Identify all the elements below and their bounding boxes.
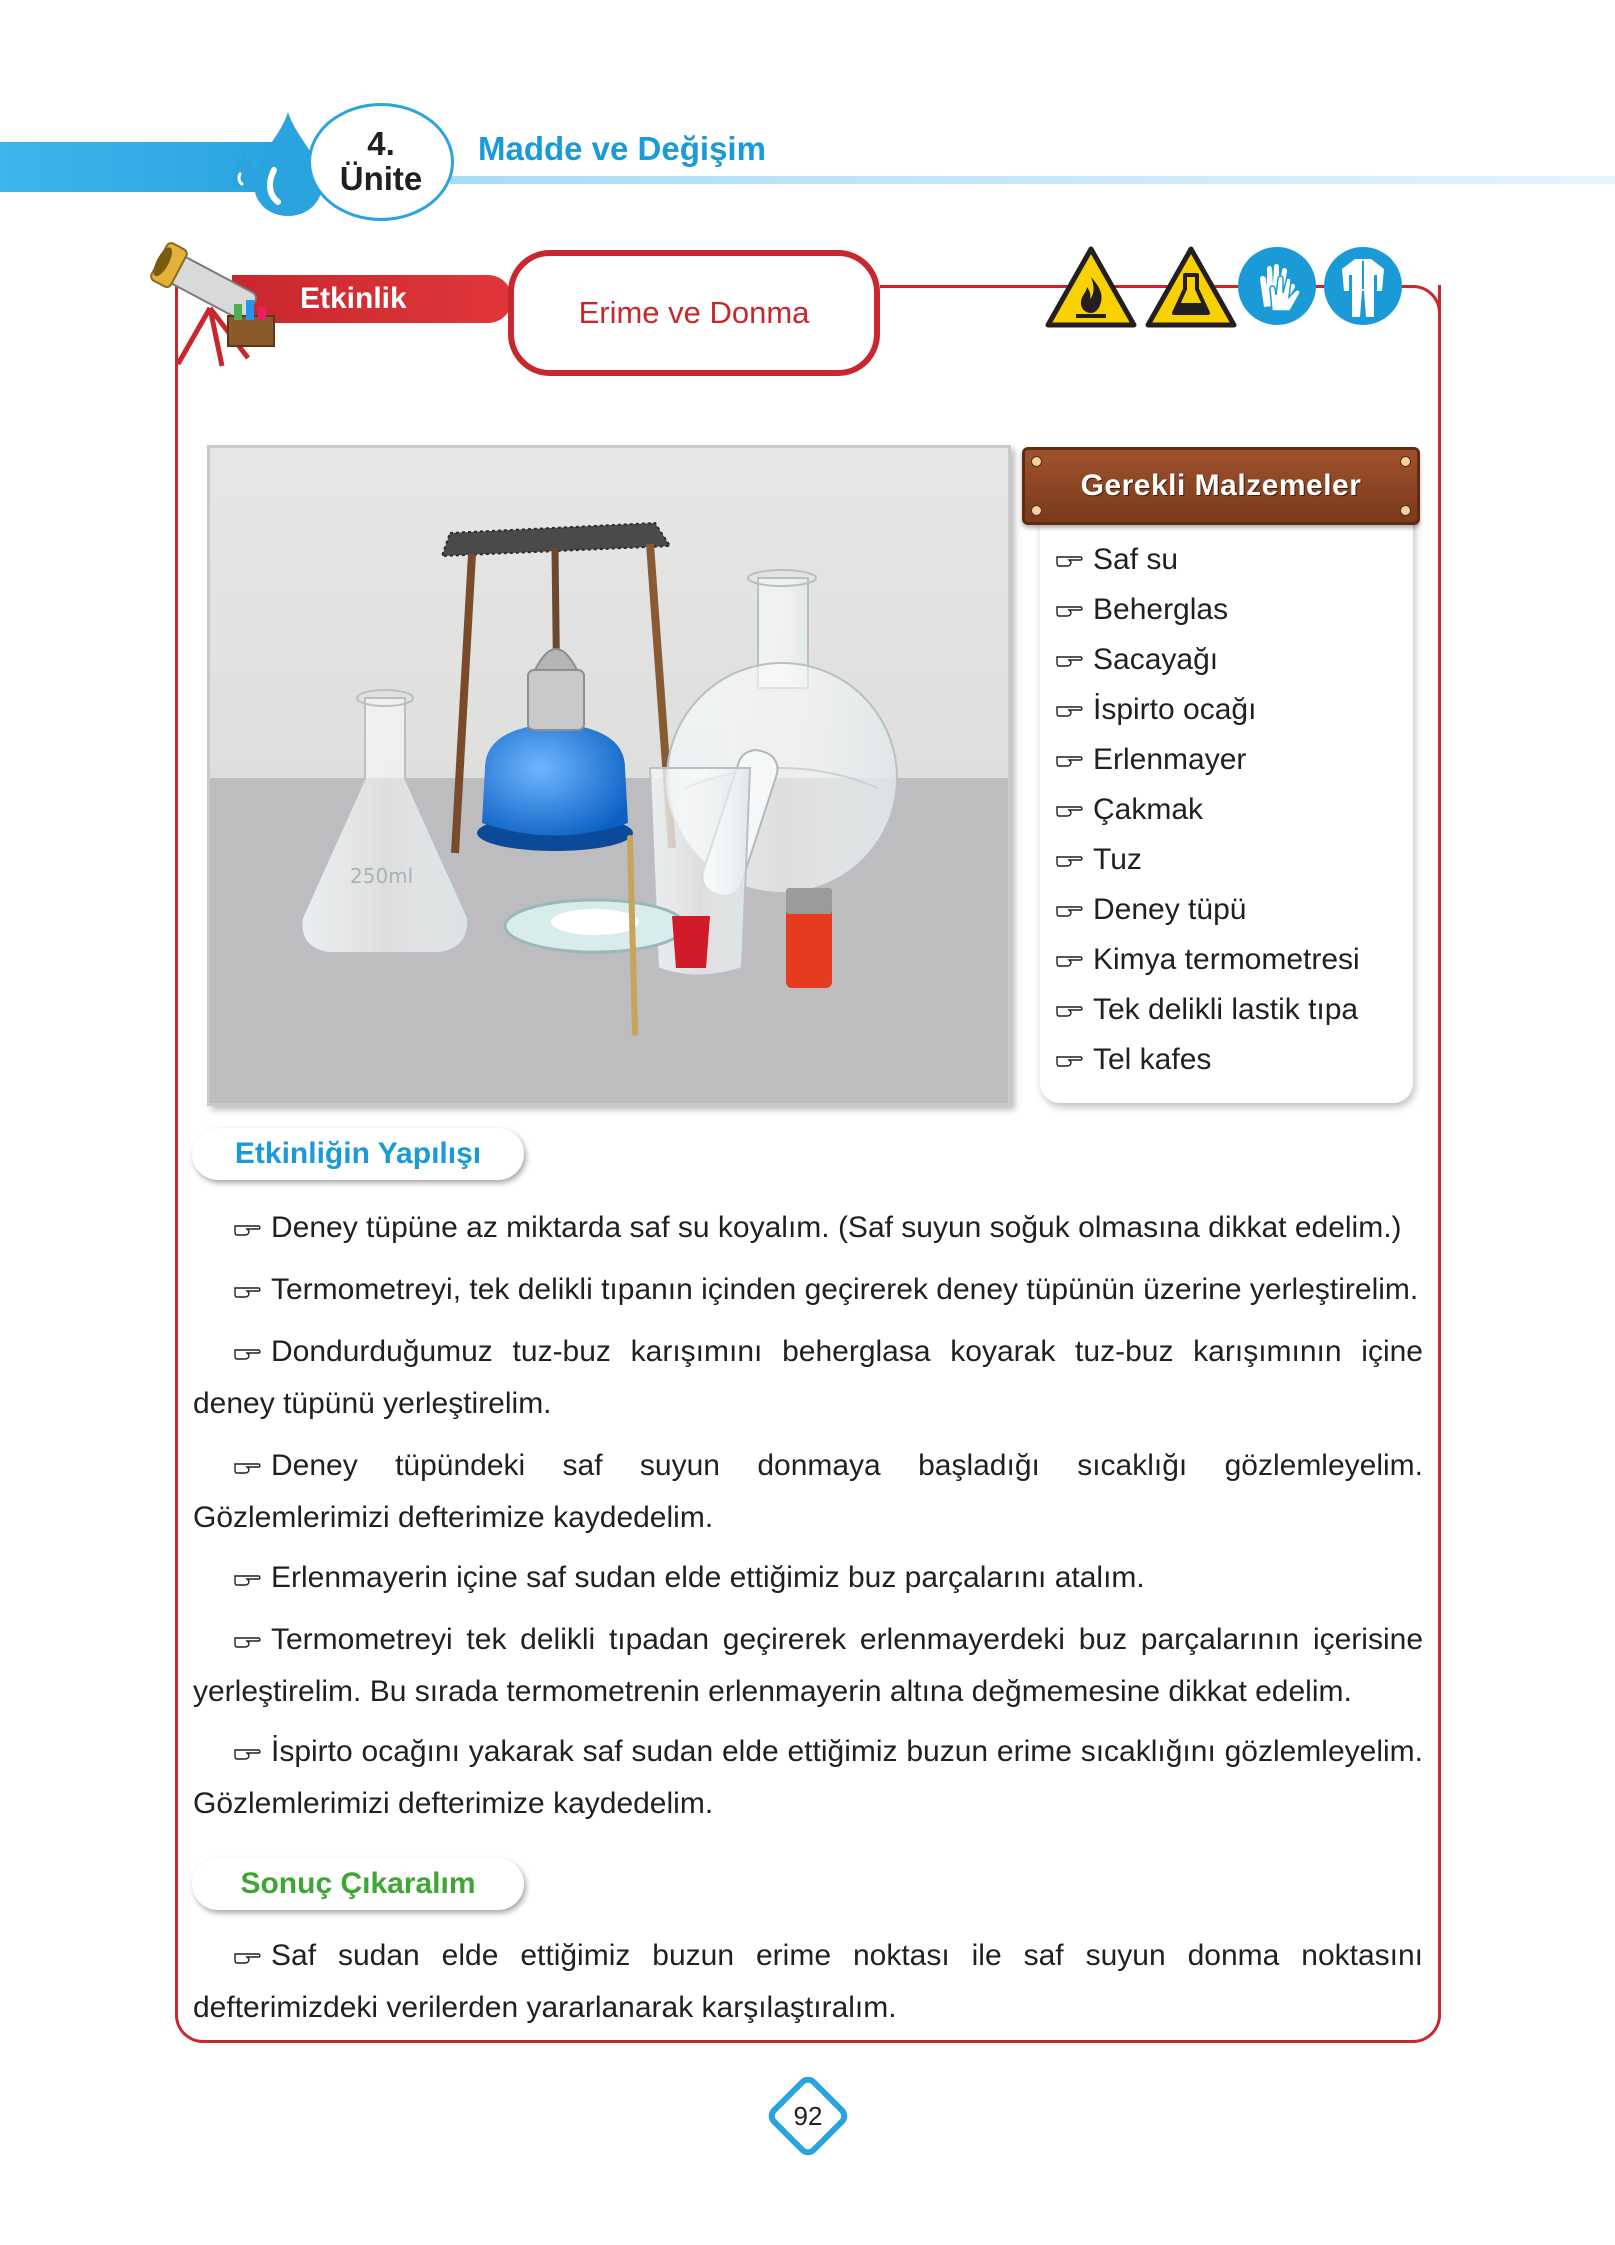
- pointing-hand-icon: [233, 1745, 261, 1761]
- unit-number: 4.: [367, 124, 395, 162]
- materials-list: [1055, 535, 1360, 1085]
- materials-heading: Gerekli Malzemeler: [1080, 469, 1362, 502]
- equipment-photo: [207, 445, 1011, 1106]
- flammable-warning-icon: [1044, 245, 1138, 329]
- step-text: Dondurduğumuz tuz-buz karışımını beherglasa koyarak tuz-buz karışımının içine deney tüpünü yerleştirelim.: [193, 1335, 1423, 1420]
- step-text: Deney tüpündeki saf suyun donmaya başladığı sıcaklığı gözlemleyelim. Gözlemlerimizi defterimize kaydedelim.: [193, 1449, 1423, 1534]
- list-item: [1055, 735, 1360, 785]
- procedure-step: [193, 1440, 1423, 1544]
- list-item: [1055, 1035, 1360, 1085]
- list-item: [1055, 785, 1360, 835]
- pointing-hand-icon: [1055, 702, 1083, 718]
- pointing-hand-icon: [1055, 902, 1083, 918]
- material-name: Tel kafes: [1093, 1043, 1212, 1076]
- pointing-hand-icon: [1055, 652, 1083, 668]
- pointing-hand-icon: [1055, 602, 1083, 618]
- gloves-icon: [1236, 245, 1318, 327]
- list-item: [1055, 685, 1360, 735]
- material-name: Saf su: [1093, 543, 1179, 576]
- protective-suit-icon: [1322, 245, 1404, 327]
- list-item: [1055, 835, 1360, 885]
- procedure-step: [193, 1326, 1423, 1430]
- step-text: Termometreyi tek delikli tıpadan geçirerek erlenmayerdeki buz parçalarının içerisine yerleştirelim. Bu sırada termometrenin erlenmayerin altına değmemesine dikkat edelim.: [193, 1623, 1423, 1708]
- material-name: Tek delikli lastik tıpa: [1093, 993, 1359, 1026]
- list-item: [1055, 985, 1360, 1035]
- conclusion-heading: Sonuç Çıkaralım: [192, 1858, 524, 1910]
- activity-title: Erime ve Donma: [508, 250, 880, 376]
- pointing-hand-icon: [233, 1345, 261, 1361]
- chemical-hazard-icon: [1144, 245, 1238, 329]
- unit-badge: [308, 103, 454, 221]
- procedure-step: [193, 1726, 1423, 1830]
- material-name: Erlenmayer: [1093, 743, 1247, 776]
- pointing-hand-icon: [1055, 1052, 1083, 1068]
- material-name: İspirto ocağı: [1093, 693, 1257, 726]
- list-item: [1055, 885, 1360, 935]
- step-text: Erlenmayerin içine saf sudan elde ettiğimiz buz parçalarını atalım.: [271, 1561, 1145, 1594]
- pointing-hand-icon: [233, 1949, 261, 1965]
- svg-text:250ml: 250ml: [350, 864, 414, 888]
- list-item: [1055, 935, 1360, 985]
- procedure-step: [193, 1614, 1423, 1718]
- pointing-hand-icon: [1055, 552, 1083, 568]
- step-text: Termometreyi, tek delikli tıpanın içinden geçirerek deney tüpünün üzerine yerleştirelim.: [271, 1273, 1419, 1306]
- list-item: [1055, 535, 1360, 585]
- pointing-hand-icon: [233, 1633, 261, 1649]
- procedure-heading: Etkinliğin Yapılışı: [192, 1128, 524, 1180]
- procedure-step: [193, 1552, 1423, 1604]
- pointing-hand-icon: [233, 1221, 261, 1237]
- telescope-icon: [150, 238, 280, 368]
- pointing-hand-icon: [1055, 802, 1083, 818]
- step-text: Deney tüpüne az miktarda saf su koyalım. (Saf suyun soğuk olmasına dikkat edelim.): [271, 1211, 1402, 1244]
- material-name: Deney tüpü: [1093, 893, 1247, 926]
- page-number: 92: [793, 2100, 823, 2131]
- step-text: İspirto ocağını yakarak saf sudan elde ettiğimiz buzun erime sıcaklığını gözlemleyelim. Gözlemlerimizi defterimize kaydedelim.: [193, 1735, 1423, 1820]
- pointing-hand-icon: [1055, 952, 1083, 968]
- material-name: Tuz: [1093, 843, 1142, 876]
- procedure-step: [193, 1264, 1423, 1316]
- material-name: Kimya termometresi: [1093, 943, 1360, 976]
- header-rule: [450, 176, 1615, 184]
- material-name: Beherglas: [1093, 593, 1229, 626]
- pointing-hand-icon: [1055, 752, 1083, 768]
- pointing-hand-icon: [233, 1459, 261, 1475]
- unit-title: Madde ve Değişim: [478, 130, 766, 167]
- list-item: [1055, 585, 1360, 635]
- pointing-hand-icon: [1055, 1002, 1083, 1018]
- pointing-hand-icon: [233, 1283, 261, 1299]
- pointing-hand-icon: [1055, 852, 1083, 868]
- conclusion-text-block: [193, 1930, 1423, 2034]
- materials-heading-sign: [1022, 447, 1420, 525]
- conclusion-text: Saf sudan elde ettiğimiz buzun erime noktası ile saf suyun donma noktasını defterimizdeki verilerden yararlanarak karşılaştıralım.: [193, 1939, 1423, 2024]
- material-name: Çakmak: [1093, 793, 1204, 826]
- procedure-step: [193, 1202, 1423, 1254]
- activity-tab: Etkinlik: [232, 275, 512, 323]
- pointing-hand-icon: [233, 1571, 261, 1587]
- unit-label: Ünite: [339, 160, 423, 198]
- list-item: [1055, 635, 1360, 685]
- material-name: Sacayağı: [1093, 643, 1219, 676]
